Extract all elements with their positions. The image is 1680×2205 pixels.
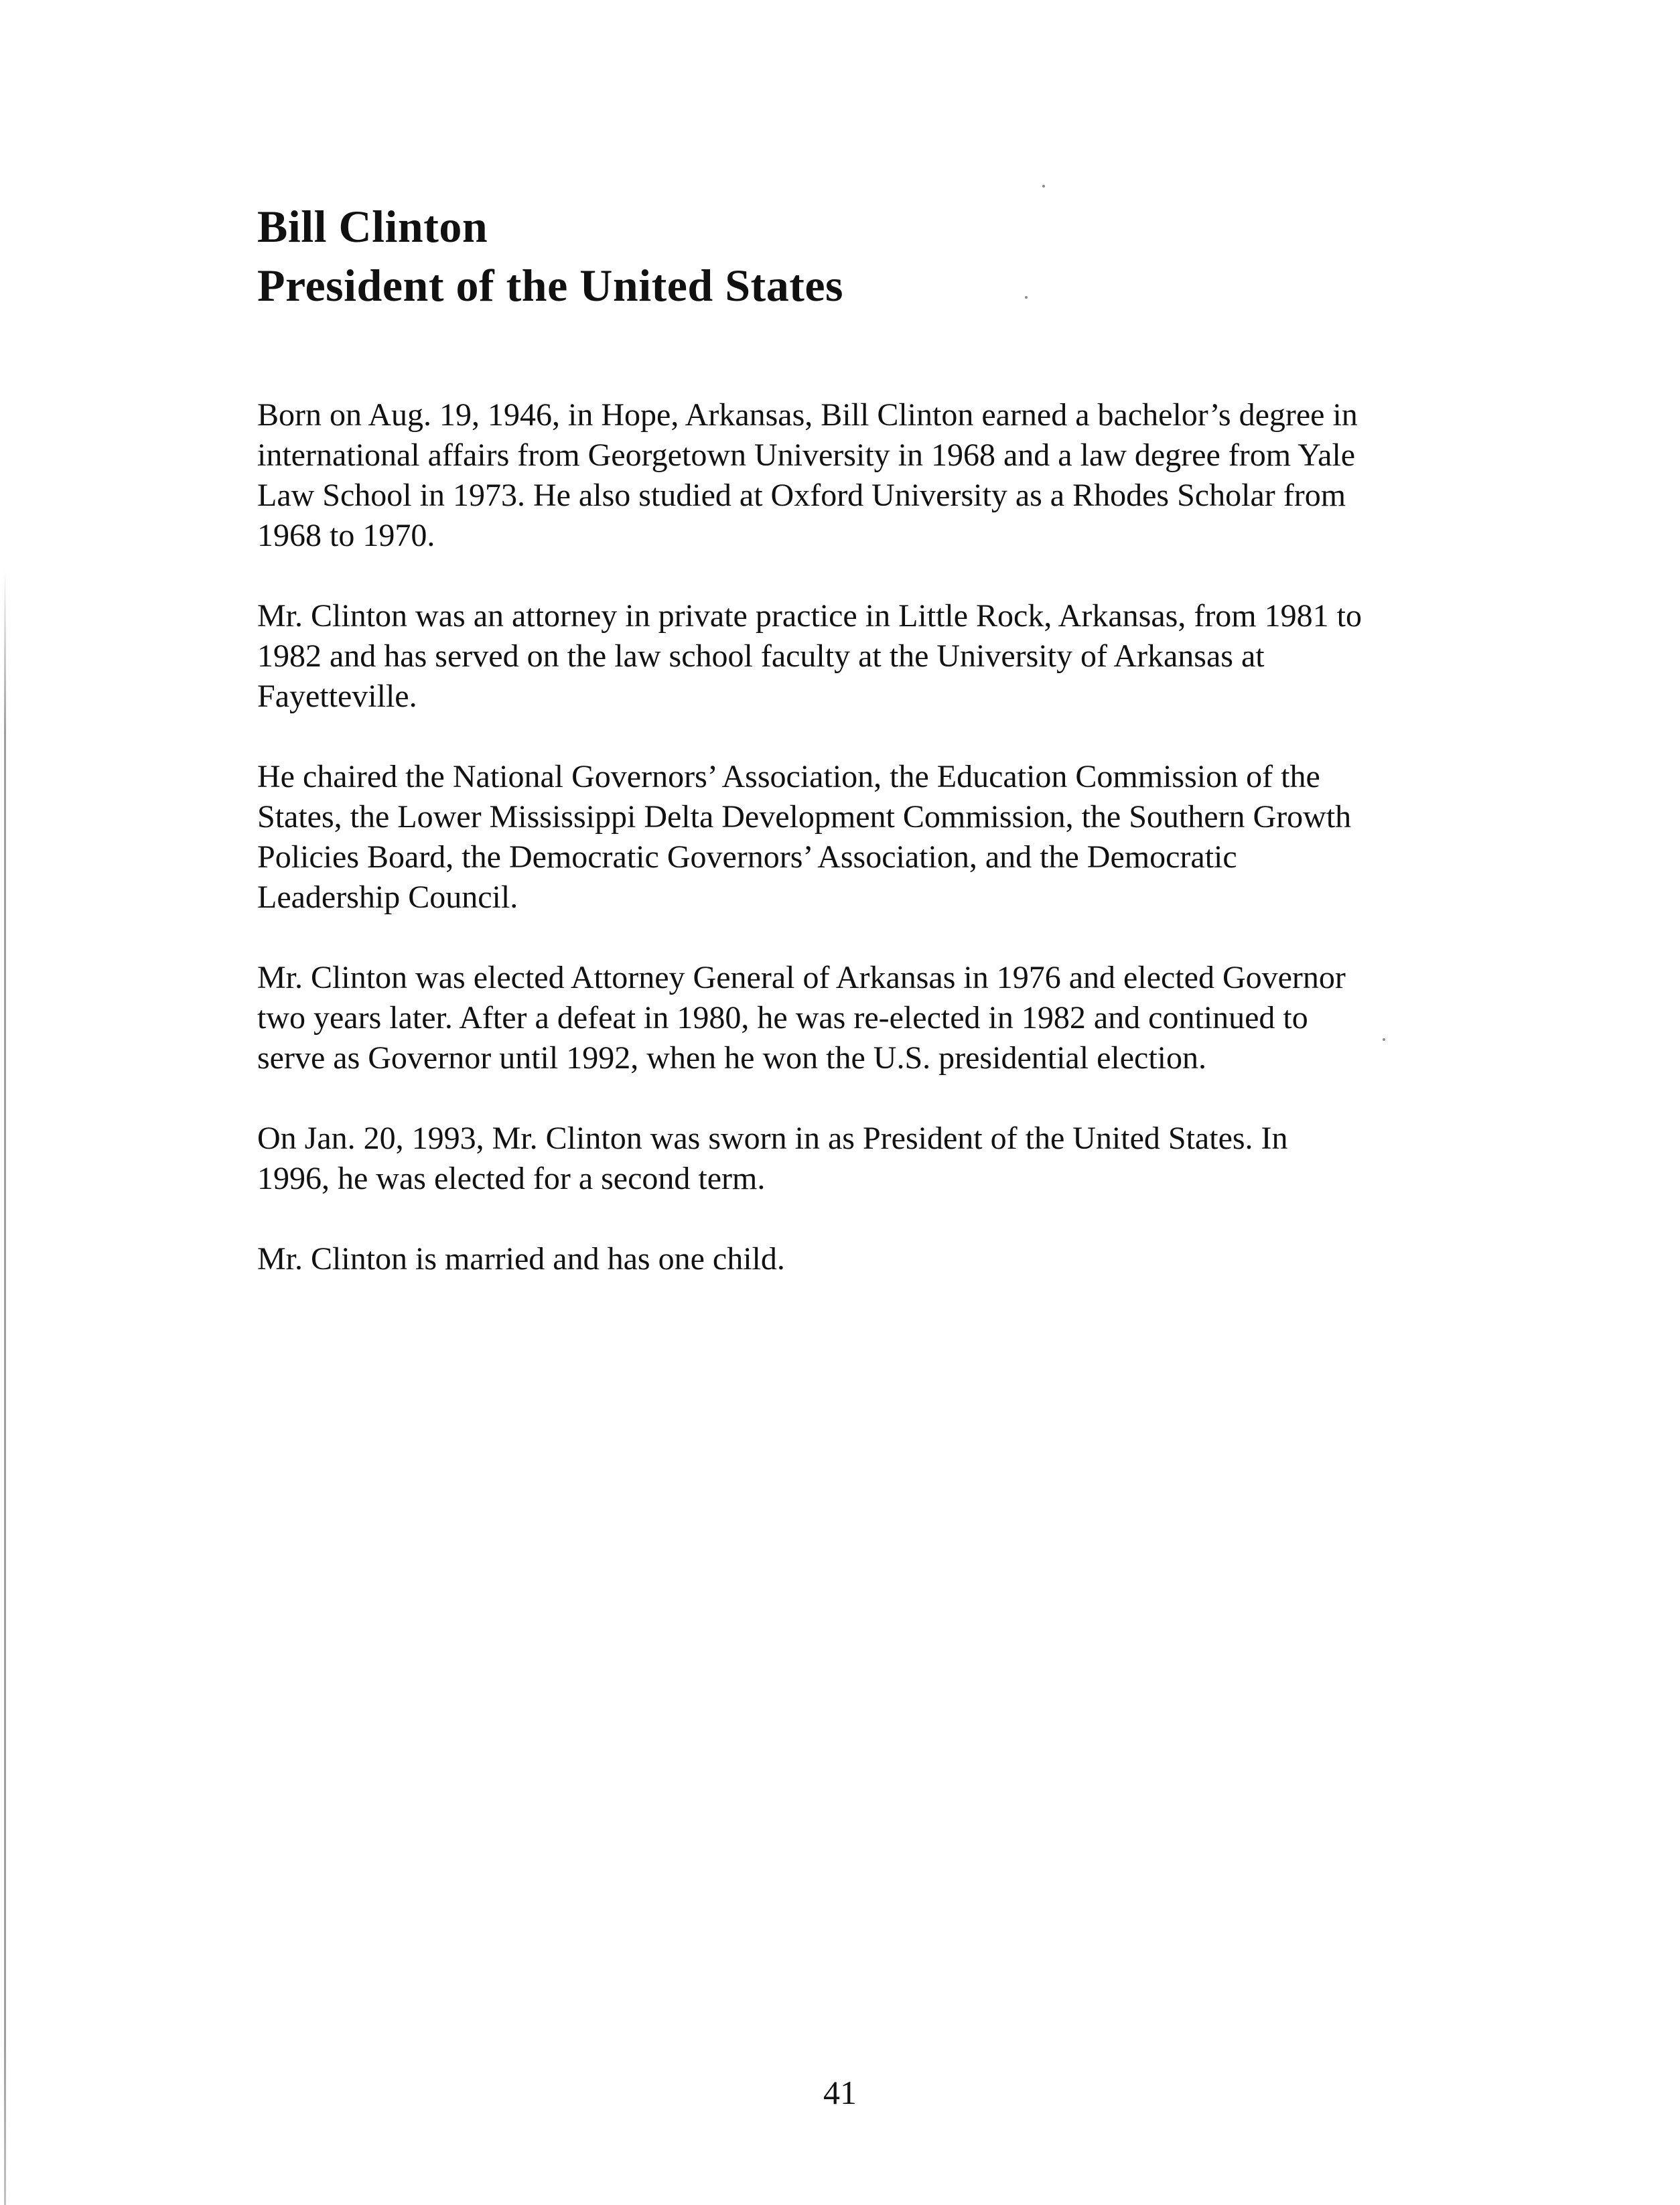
scan-speck — [1383, 1038, 1385, 1041]
bio-paragraph-birth-education: Born on Aug. 19, 1946, in Hope, Arkansas, Bill Clinton earned a bachelor’s degree in international affairs from Georgetown University in 1968 and a law degree from Yale Law School in 1973. He also studied at Oxford University as a Rhodes Scholar from 1968 to 1970. — [257, 397, 1358, 553]
document-title: Bill Clinton — [257, 201, 488, 252]
scan-edge-shadow — [4, 569, 6, 2205]
bio-paragraph-chairmanships: He chaired the National Governors’ Association, the Education Commission of the States, the Lower Mississippi Delta Development Commission, the Southern Growth Policies Board, the Democratic Governors’ Association, and the Democratic Leadership Council. — [257, 759, 1352, 915]
page-number: 41 — [823, 2074, 857, 2111]
bio-paragraph-law-career: Mr. Clinton was an attorney in private practice in Little Rock, Arkansas, from 1981 to 1982 and has served on the law school faculty at the University of Arkansas at Fayetteville. — [257, 598, 1362, 714]
scan-speck — [1042, 185, 1045, 188]
document-body — [257, 197, 1362, 1320]
bio-paragraph-political-career: Mr. Clinton was elected Attorney General of Arkansas in 1976 and elected Governor two years later. After a defeat in 1980, he was re-elected in 1982 and continued to serve as Governor until 1992, when he won the U.S. presidential election. — [257, 960, 1346, 1076]
bio-paragraph-presidency: On Jan. 20, 1993, Mr. Clinton was sworn in as President of the United States. In 1996, he was elected for a second term. — [257, 1121, 1288, 1196]
document-subtitle: President of the United States — [257, 260, 843, 311]
bio-paragraph-family: Mr. Clinton is married and has one child. — [257, 1241, 785, 1277]
